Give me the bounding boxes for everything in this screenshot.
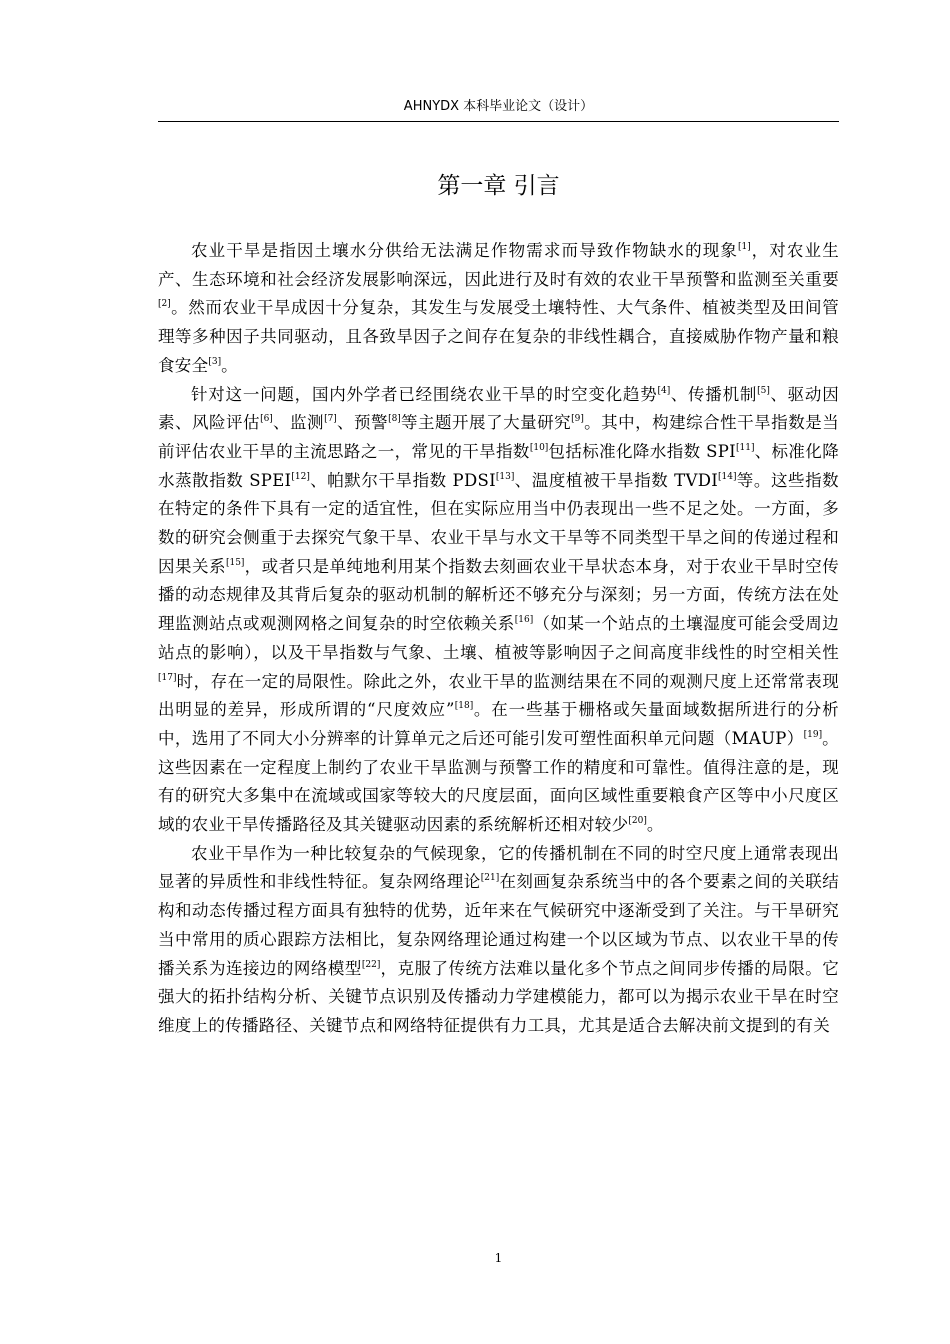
text-run: （如某一个站点的土壤湿度可能会受周边站点的影响），以及干旱指数与气象、土壤、植被等影响因子之间高度非线性的时空相关性 xyxy=(158,614,839,662)
citation-ref: [8] xyxy=(388,414,401,425)
text-run: 时，存在一定的局限性。除此之外，农业干旱的监测结果在不同的观测尺度上还常常表现出明显的差异，形成所谓的“尺度效应” xyxy=(158,671,839,720)
citation-ref: [15] xyxy=(225,557,245,568)
running-header: AHNYDX 本科毕业论文（设计） xyxy=(403,99,594,114)
text-run: 等。这些指数在特定的条件下具有一定的适宜性，但在实际应用当中仍表现出一些不足之处。一方面，多数的研究会侧重于去探究气象干旱、农业干旱与水文干旱等不同类型干旱之间的传递过程和因果关系 xyxy=(158,470,839,576)
text-run: 。 xyxy=(221,355,238,375)
citation-ref: [10] xyxy=(529,442,549,453)
citation-ref: [20] xyxy=(628,816,647,827)
citation-ref: [5] xyxy=(757,385,770,396)
citation-ref: [4] xyxy=(657,385,671,396)
text-run: 针对这一问题，国内外学者已经围绕农业干旱的时空变化趋势 xyxy=(191,384,658,404)
text-run: 农业干旱是指因土壤水分供给无法满足作物需求而导致作物缺水的现象 xyxy=(191,241,739,260)
text-run: 。 xyxy=(646,815,664,835)
paragraph xyxy=(158,237,839,381)
citation-ref: [16] xyxy=(514,615,534,626)
chapter-title: 第一章 引言 xyxy=(437,173,560,199)
text-run: 、传播机制 xyxy=(670,384,758,404)
citation-ref: [1] xyxy=(738,242,751,252)
text-run: 。在一些基于栅格或矢量面域数据所进行的分析中，选用了不同大小分辨率的计算单元之后还可能引发可塑性面积单元问题（MAUP） xyxy=(158,700,839,748)
citation-ref: [19] xyxy=(803,729,823,740)
citation-ref: [17] xyxy=(158,672,177,683)
text-run: 、温度植被干旱指数 TVDI xyxy=(514,470,719,490)
text-run: 。其中，构建综合性干旱指数是当前评估农业干旱的主流思路之一，常见的干旱指数 xyxy=(158,413,840,461)
text-run: ，对农业生产、生态环境和社会经济发展影响深远，因此进行及时有效的农业干旱预警和监测至关重要 xyxy=(158,241,839,289)
paragraph xyxy=(158,840,839,1041)
text-run: 。这些因素在一定程度上制约了农业干旱监测与预警工作的精度和可靠性。值得注意的是，现有的研究大多集中在流域或国家等较大的尺度层面，面向区域性重要粮食产区等中小尺度区域的农业干旱传播路径及其关键驱动因素的系统解析还相对较少 xyxy=(158,728,839,835)
text-run: 在刻画复杂系统当中的各个要素之间的关联结构和动态传播过程方面具有独特的优势，近年来在气候研究中逐渐受到了关注。与干旱研究当中常用的质心跟踪方法相比，复杂网络理论通过构建一个以区域为节点、以农业干旱的传播关系为连接边的网络模型 xyxy=(158,872,839,978)
text-run: 、监测 xyxy=(272,413,325,433)
text-run: 、标准化降水蒸散指数 SPEI xyxy=(158,441,839,490)
citation-ref: [21] xyxy=(480,873,500,884)
text-run: 等主题开展了大量研究 xyxy=(400,413,572,433)
header-rule xyxy=(158,121,839,122)
citation-ref: [14] xyxy=(718,471,737,482)
citation-ref: [7] xyxy=(324,414,337,425)
text-run: 、驱动因素、风险评估 xyxy=(158,384,840,433)
text-run: 农业干旱作为一种比较复杂的气候现象，它的传播机制在不同的时空尺度上通常表现出显著的异质性和非线性特征。复杂网络理论 xyxy=(158,843,839,892)
citation-ref: [18] xyxy=(454,701,474,712)
text-run: ，克服了传统方法难以量化多个节点之间同步传播的局限。它强大的拓扑结构分析、关键节点识别及传播动力学建模能力，都可以为揭示农业干旱在时空维度上的传播路径、关键节点和网络特征提供有力工具，尤其是适合去解决前文提到的有关 xyxy=(158,958,839,1035)
body-text xyxy=(158,237,839,1041)
citation-ref: [13] xyxy=(495,471,515,482)
text-run: 包括标准化降水指数 SPI xyxy=(548,441,736,461)
citation-ref: [9] xyxy=(571,414,584,425)
paragraph xyxy=(158,381,839,840)
citation-ref: [3] xyxy=(208,356,222,367)
page-number: 1 xyxy=(494,1251,503,1265)
citation-ref: [22] xyxy=(361,959,381,970)
citation-ref: [2] xyxy=(158,299,171,310)
citation-ref: [6] xyxy=(260,414,273,425)
citation-ref: [12] xyxy=(291,471,310,482)
text-run: 、帕默尔干旱指数 PDSI xyxy=(309,470,496,490)
citation-ref: [11] xyxy=(736,442,755,453)
text-run: ，或者只是单纯地利用某个指数去刻画农业干旱状态本身，对于农业干旱时空传播的动态规律及其背后复杂的驱动机制的解析还不够充分与深刻；另一方面，传统方法在处理监测站点或观测网格之间复杂的时空依赖关系 xyxy=(158,556,839,634)
text-run: 、预警 xyxy=(336,413,389,433)
text-run: 。然而农业干旱成因十分复杂，其发生与发展受土壤特性、大气条件、植被类型及田间管理等多种因子共同驱动，且各致旱因子之间存在复杂的非线性耦合，直接威胁作物产量和粮食安全 xyxy=(158,298,839,375)
